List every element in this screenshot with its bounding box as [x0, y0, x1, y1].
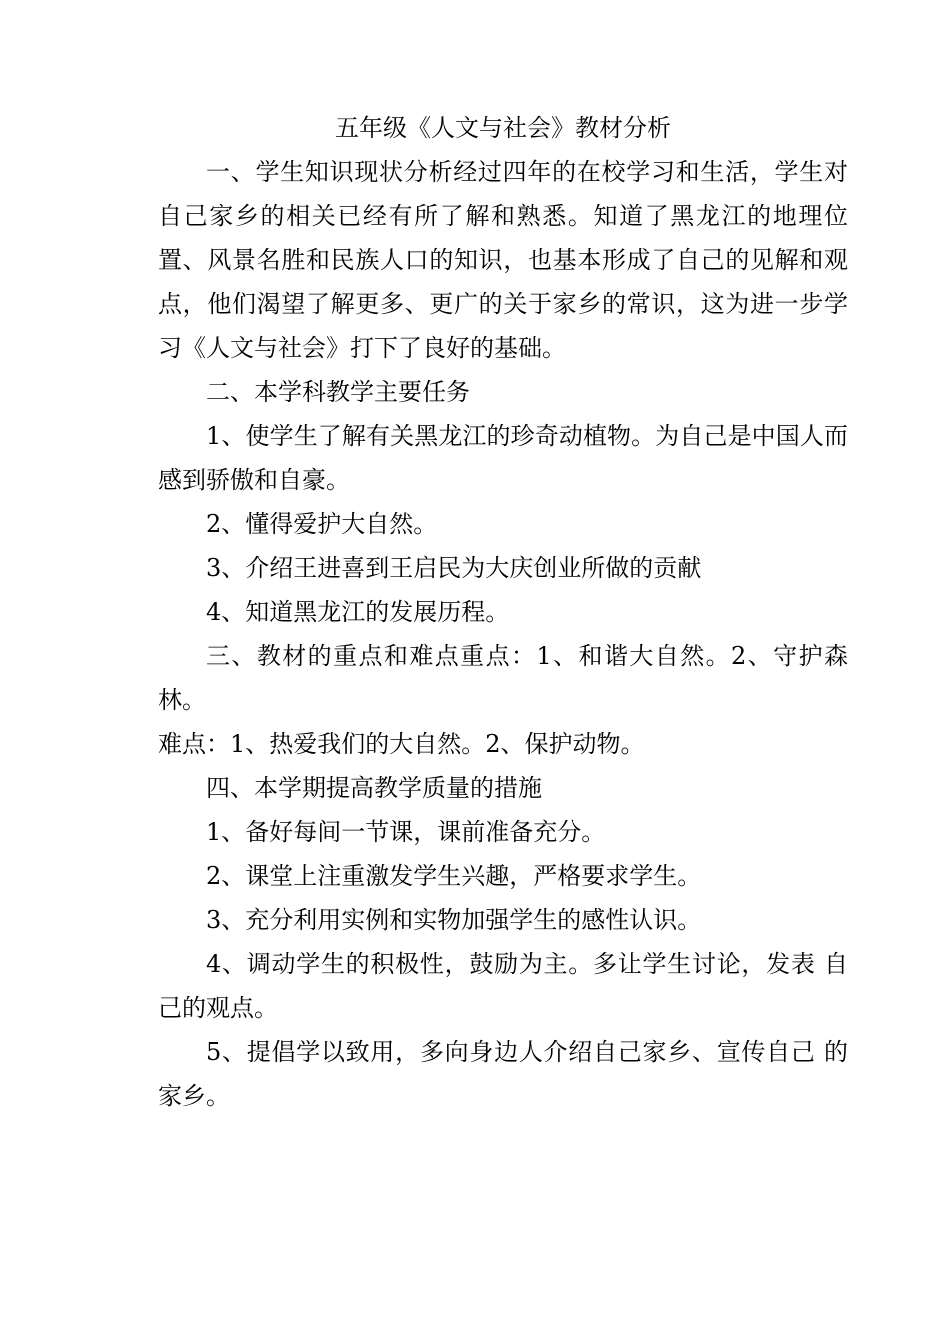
- measure-item-5: 5、提倡学以致用，多向身边人介绍自己家乡、宣传自己 的家乡。: [158, 1038, 848, 1110]
- document-title: 五年级《人文与社会》教材分析: [335, 114, 671, 142]
- heading-key-points: 三、教材的重点和难点重点：1、和谐大自然。2、守护森林。: [158, 642, 848, 714]
- measure-item-1: 1、备好每间一节课，课前准备充分。: [206, 818, 606, 846]
- measure-item-2: 2、课堂上注重激发学生兴趣，严格要求学生。: [206, 862, 702, 890]
- task-item-2: 2、懂得爱护大自然。: [206, 510, 438, 538]
- task-item-1: 1、使学生了解有关黑龙江的珍奇动植物。为自己是中国人而感到骄傲和自豪。: [158, 422, 848, 494]
- heading-measures: 四、本学期提高教学质量的措施: [206, 774, 542, 802]
- measure-item-3: 3、充分利用实例和实物加强学生的感性认识。: [206, 906, 702, 934]
- difficult-points: 难点：1、热爱我们的大自然。2、保护动物。: [158, 730, 645, 758]
- heading-main-tasks: 二、本学科教学主要任务: [206, 378, 470, 406]
- task-item-4: 4、知道黑龙江的发展历程。: [206, 598, 510, 626]
- paragraph-student-analysis: 一、学生知识现状分析经过四年的在校学习和生活，学生对自己家乡的相关已经有所了解和熟悉。知道了黑龙江的地理位置、风景名胜和民族人口的知识，也基本形成了自己的见解和观点，他们渴望了解更多、更广的关于家乡的常识，这为进一步学习《人文与社会》打下了良好的基础。: [158, 158, 848, 362]
- document-page: [158, 106, 848, 1118]
- measure-item-4: 4、调动学生的积极性，鼓励为主。多让学生讨论，发表 自己的观点。: [158, 950, 848, 1022]
- task-item-3: 3、介绍王进喜到王启民为大庆创业所做的贡献: [206, 554, 702, 582]
